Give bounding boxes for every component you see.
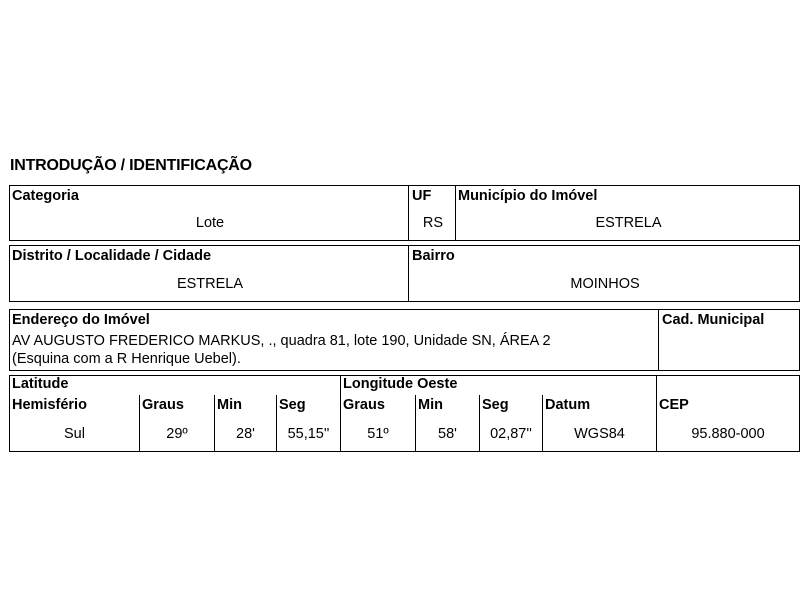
lat-graus-label: Graus — [142, 397, 184, 413]
datum-label: Datum — [545, 397, 591, 413]
section-title: INTRODUÇÃO / IDENTIFICAÇÃO — [10, 157, 252, 174]
categoria-label: Categoria — [12, 188, 79, 204]
categoria-cell — [9, 185, 409, 241]
divider — [276, 395, 277, 451]
bairro-label: Bairro — [412, 248, 455, 264]
endereco-line-2: (Esquina com a R Henrique Uebel). — [12, 351, 241, 367]
lon-graus-label: Graus — [343, 397, 385, 413]
endereco-cell — [9, 309, 659, 371]
distrito-label: Distrito / Localidade / Cidade — [12, 248, 212, 264]
endereco-label: Endereço do Imóvel — [12, 312, 150, 328]
bairro-cell — [408, 245, 800, 302]
distrito-cell — [9, 245, 409, 302]
lat-seg-label: Seg — [279, 397, 306, 413]
distrito-value: ESTRELA — [176, 276, 244, 292]
datum-value: WGS84 — [574, 426, 625, 442]
cep-value: 95.880-000 — [691, 426, 765, 442]
divider — [214, 395, 215, 451]
divider — [415, 395, 416, 451]
cad-municipal-cell — [658, 309, 800, 371]
cad-municipal-label: Cad. Municipal — [662, 312, 765, 328]
hemisferio-label: Hemisfério — [12, 397, 87, 413]
endereco-line-1: AV AUGUSTO FREDERICO MARKUS, ., quadra 81, lote 190, Unidade SN, ÁREA 2 — [12, 333, 551, 349]
categoria-value: Lote — [195, 215, 225, 231]
lat-min-label: Min — [217, 397, 242, 413]
divider — [479, 395, 480, 451]
lon-min-value: 58' — [438, 426, 457, 442]
lon-seg-label: Seg — [482, 397, 509, 413]
lat-graus-value: 29º — [166, 426, 188, 442]
cep-label: CEP — [659, 397, 689, 413]
latitude-label: Latitude — [12, 376, 69, 392]
municipio-cell — [455, 185, 800, 241]
hemisferio-value: Sul — [64, 426, 85, 442]
uf-label: UF — [412, 188, 432, 204]
lat-min-value: 28' — [236, 426, 255, 442]
uf-cell — [408, 185, 456, 241]
divider — [542, 395, 543, 451]
longitude-label: Longitude Oeste — [343, 376, 458, 392]
uf-value: RS — [422, 215, 444, 231]
coordinates-row — [9, 375, 800, 452]
municipio-value: ESTRELA — [595, 215, 662, 231]
municipio-label: Município do Imóvel — [458, 188, 598, 204]
bairro-value: MOINHOS — [570, 276, 640, 292]
lon-graus-value: 51º — [367, 426, 389, 442]
lon-seg-value: 02,87'' — [490, 426, 532, 442]
lon-min-label: Min — [418, 397, 443, 413]
divider — [139, 395, 140, 451]
lat-seg-value: 55,15'' — [287, 426, 330, 442]
